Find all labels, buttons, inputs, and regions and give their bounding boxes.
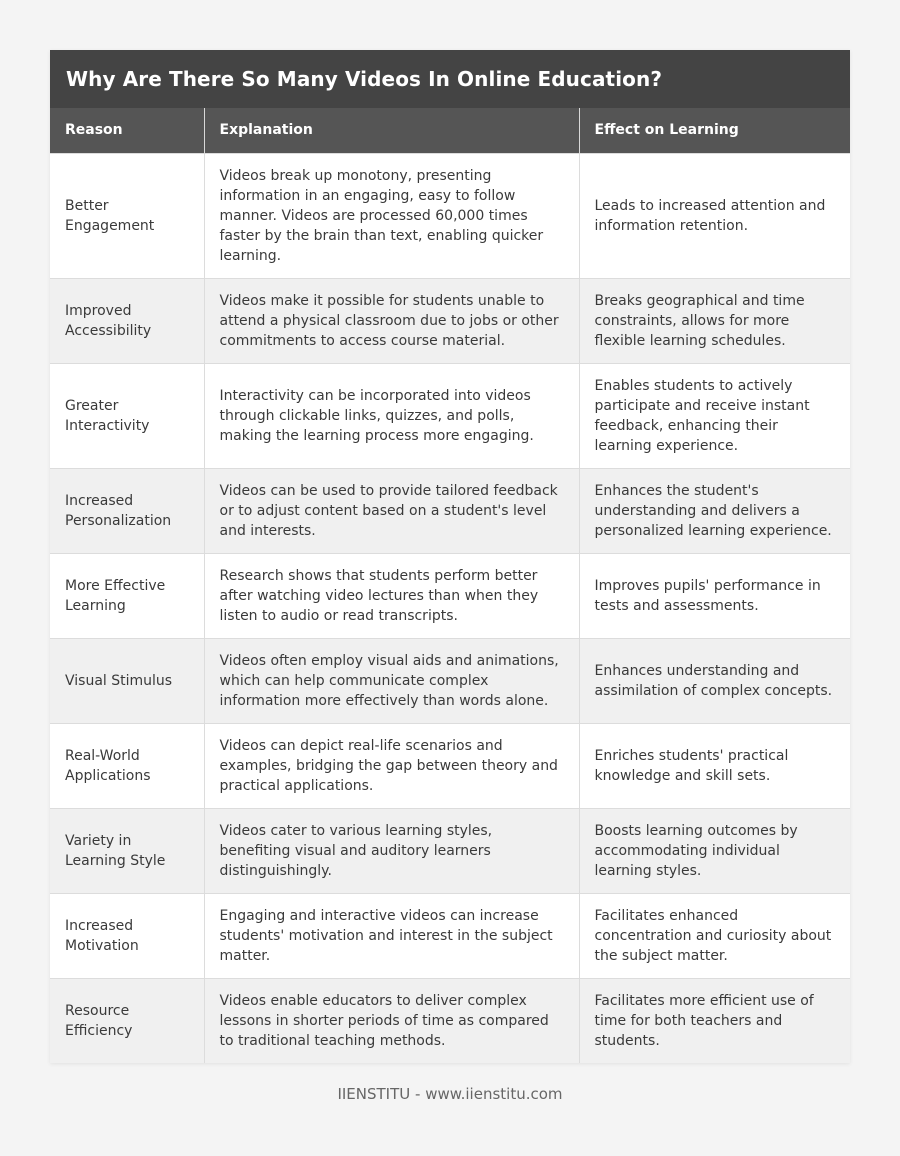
reason-cell: Better Engagement [50,153,204,278]
column-header-reason: Reason [65,122,123,139]
explanation-cell: Videos enable educators to deliver complex lessons in shorter periods of time as compared to traditional teaching methods. [204,978,579,1063]
explanation-cell: Videos can be used to provide tailored feedback or to adjust content based on a student's level and interests. [204,468,579,553]
column-header-effect: Effect on Learning [579,108,850,153]
effect-cell: Improves pupils' performance in tests and assessments. [579,553,850,638]
explanation-cell: Videos often employ visual aids and animations, which can help communicate complex information more effectively than words alone. [204,638,579,723]
table-row [50,553,850,638]
reason-cell: Increased Motivation [50,893,204,978]
explanation-cell: Engaging and interactive videos can increase students' motivation and interest in the subject matter. [204,893,579,978]
reason-cell: Visual Stimulus [50,638,204,723]
explanation-cell: Videos break up monotony, presenting information in an engaging, easy to follow manner. Videos are processed 60,000 times faster by the brain than text, enabling quicker learning. [204,153,579,278]
table-row [50,893,850,978]
effect-cell: Facilitates more efficient use of time for both teachers and students. [579,978,850,1063]
reason-cell: Variety in Learning Style [50,808,204,893]
reason-cell: Improved Accessibility [50,278,204,363]
reason-cell: Resource Efficiency [50,978,204,1063]
table-row [50,808,850,893]
effect-cell: Enables students to actively participate and receive instant feedback, enhancing their learning experience. [579,363,850,468]
effect-cell: Leads to increased attention and information retention. [579,153,850,278]
reason-cell: Real-World Applications [50,723,204,808]
column-header-explanation: Explanation [204,108,579,153]
table-row [50,468,850,553]
effect-cell: Enriches students' practical knowledge and skill sets. [579,723,850,808]
explanation-cell: Videos can depict real-life scenarios and examples, bridging the gap between theory and practical applications. [204,723,579,808]
table-row [50,638,850,723]
reason-cell: Greater Interactivity [50,363,204,468]
table-row [50,153,850,278]
reasons-table [50,108,850,1063]
table-row [50,363,850,468]
reason-cell: More Effective Learning [50,553,204,638]
table-row [50,723,850,808]
explanation-cell: Videos make it possible for students unable to attend a physical classroom due to jobs or other commitments to access course material. [204,278,579,363]
effect-cell: Enhances understanding and assimilation of complex concepts. [579,638,850,723]
explanation-cell: Research shows that students perform better after watching video lectures than when they listen to audio or read transcripts. [204,553,579,638]
effect-cell: Breaks geographical and time constraints, allows for more flexible learning schedules. [579,278,850,363]
table-row [50,978,850,1063]
footer-credit: IIENSTITU - www.iienstitu.com [337,1085,563,1103]
reason-cell: Increased Personalization [50,468,204,553]
page-title: Why Are There So Many Videos In Online Education? [50,50,850,108]
explanation-cell: Videos cater to various learning styles, benefiting visual and auditory learners distinguishingly. [204,808,579,893]
effect-cell: Enhances the student's understanding and delivers a personalized learning experience. [579,468,850,553]
table-header-row [50,108,850,153]
table-row [50,278,850,363]
explanation-cell: Interactivity can be incorporated into videos through clickable links, quizzes, and polls, making the learning process more engaging. [204,363,579,468]
table-card [50,50,850,1063]
effect-cell: Facilitates enhanced concentration and curiosity about the subject matter. [579,893,850,978]
effect-cell: Boosts learning outcomes by accommodating individual learning styles. [579,808,850,893]
